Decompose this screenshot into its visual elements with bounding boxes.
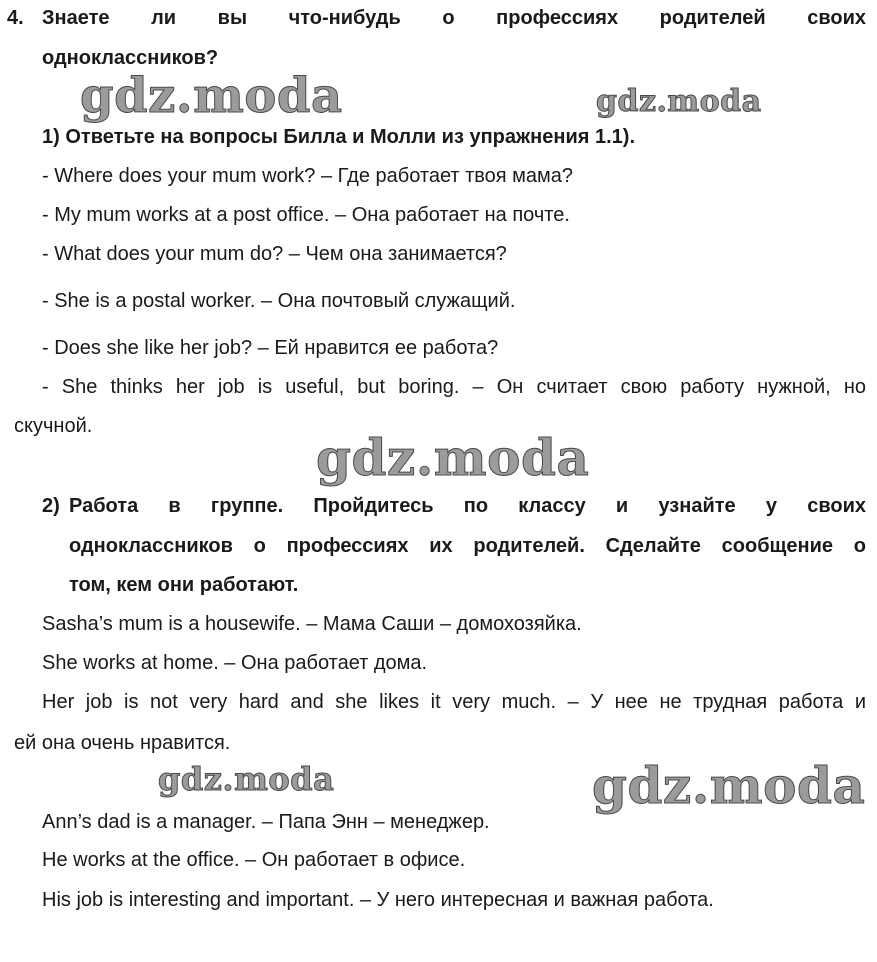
dialogue-line: - What does your mum do? – Чем она занимается? bbox=[42, 243, 507, 265]
dialogue-line: - Does she like her job? – Ей нравится ее работа? bbox=[42, 337, 499, 359]
report-line: He works at the office. – Он работает в офисе. bbox=[42, 849, 466, 871]
task-title-line-2: одноклассников? bbox=[42, 47, 219, 69]
report-line: Her job is not very hard and she likes it very much. – У нее не трудная работа и bbox=[42, 691, 866, 713]
dialogue-line: скучной. bbox=[14, 415, 93, 437]
watermark: gdz.moda bbox=[80, 68, 343, 124]
watermark: gdz.moda bbox=[592, 756, 866, 815]
section2-heading-line-2: одноклассников о профессиях их родителей. Сделайте сообщение о bbox=[69, 535, 866, 557]
report-line: Sasha’s mum is a housewife. – Мама Саши – домохозяйка. bbox=[42, 613, 582, 635]
task-title-line-1: Знаете ли вы что-нибудь о профессиях родителей своих bbox=[42, 7, 866, 29]
watermark: gdz.moda bbox=[596, 84, 762, 119]
watermark: gdz.moda bbox=[158, 760, 335, 798]
section1-heading: 1) Ответьте на вопросы Билла и Молли из упражнения 1.1). bbox=[42, 126, 635, 148]
dialogue-line: - She is a postal worker. – Она почтовый служащий. bbox=[42, 290, 516, 312]
section2-heading-line-1: Работа в группе. Пройдитесь по классу и узнайте у своих bbox=[69, 495, 866, 517]
report-line: She works at home. – Она работает дома. bbox=[42, 652, 428, 674]
watermark: gdz.moda bbox=[316, 428, 590, 487]
task-number: 4. bbox=[7, 7, 24, 29]
section2-number: 2) bbox=[42, 495, 60, 517]
report-line: His job is interesting and important. – У него интересная и важная работа. bbox=[42, 889, 714, 911]
section2-heading-line-3: том, кем они работают. bbox=[69, 574, 299, 596]
dialogue-line: - Where does your mum work? – Где работает твоя мама? bbox=[42, 165, 574, 187]
report-line: Ann’s dad is a manager. – Папа Энн – менеджер. bbox=[42, 811, 490, 833]
dialogue-line: - She thinks her job is useful, but boring. – Он считает свою работу нужной, но bbox=[42, 376, 866, 398]
report-line: ей она очень нравится. bbox=[14, 732, 231, 754]
dialogue-line: - My mum works at a post office. – Она работает на почте. bbox=[42, 204, 570, 226]
